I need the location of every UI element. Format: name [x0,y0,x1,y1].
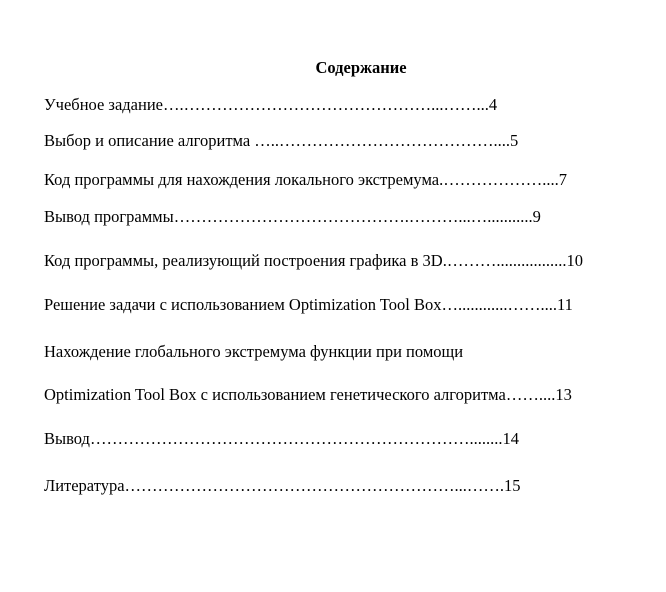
toc-title: Содержание [315,58,407,77]
toc-entry-algorithm: Выбор и описание алгоритма …..…………………………………....5 [44,131,519,150]
toc-entry-3d-plot-code: Код программы, реализующий построения графика в 3D.……….................10 [44,251,583,270]
toc-entry-study-task: Учебное задание….………………………………………...……...4 [44,95,498,114]
toc-entry-local-extremum: Код программы для нахождения локального экстремума.………………....7 [44,170,567,189]
toc-entry-genetic-algorithm: Optimization Tool Box с использованием генетического алгоритма……....13 [44,385,572,404]
toc-entry-conclusion: Вывод……………………………………………………………........14 [44,429,519,448]
toc-entry-program-output: Вывод программы…………………………………….………...…...........9 [44,207,541,226]
toc-entry-global-extremum: Нахождение глобального экстремума функции при помощи [44,342,464,361]
toc-entry-references: Литература……………………………………………………...…….15 [44,476,521,495]
toc-entry-optimization-toolbox: Решение задачи с использованием Optimization Tool Box…............……....11 [44,295,573,314]
